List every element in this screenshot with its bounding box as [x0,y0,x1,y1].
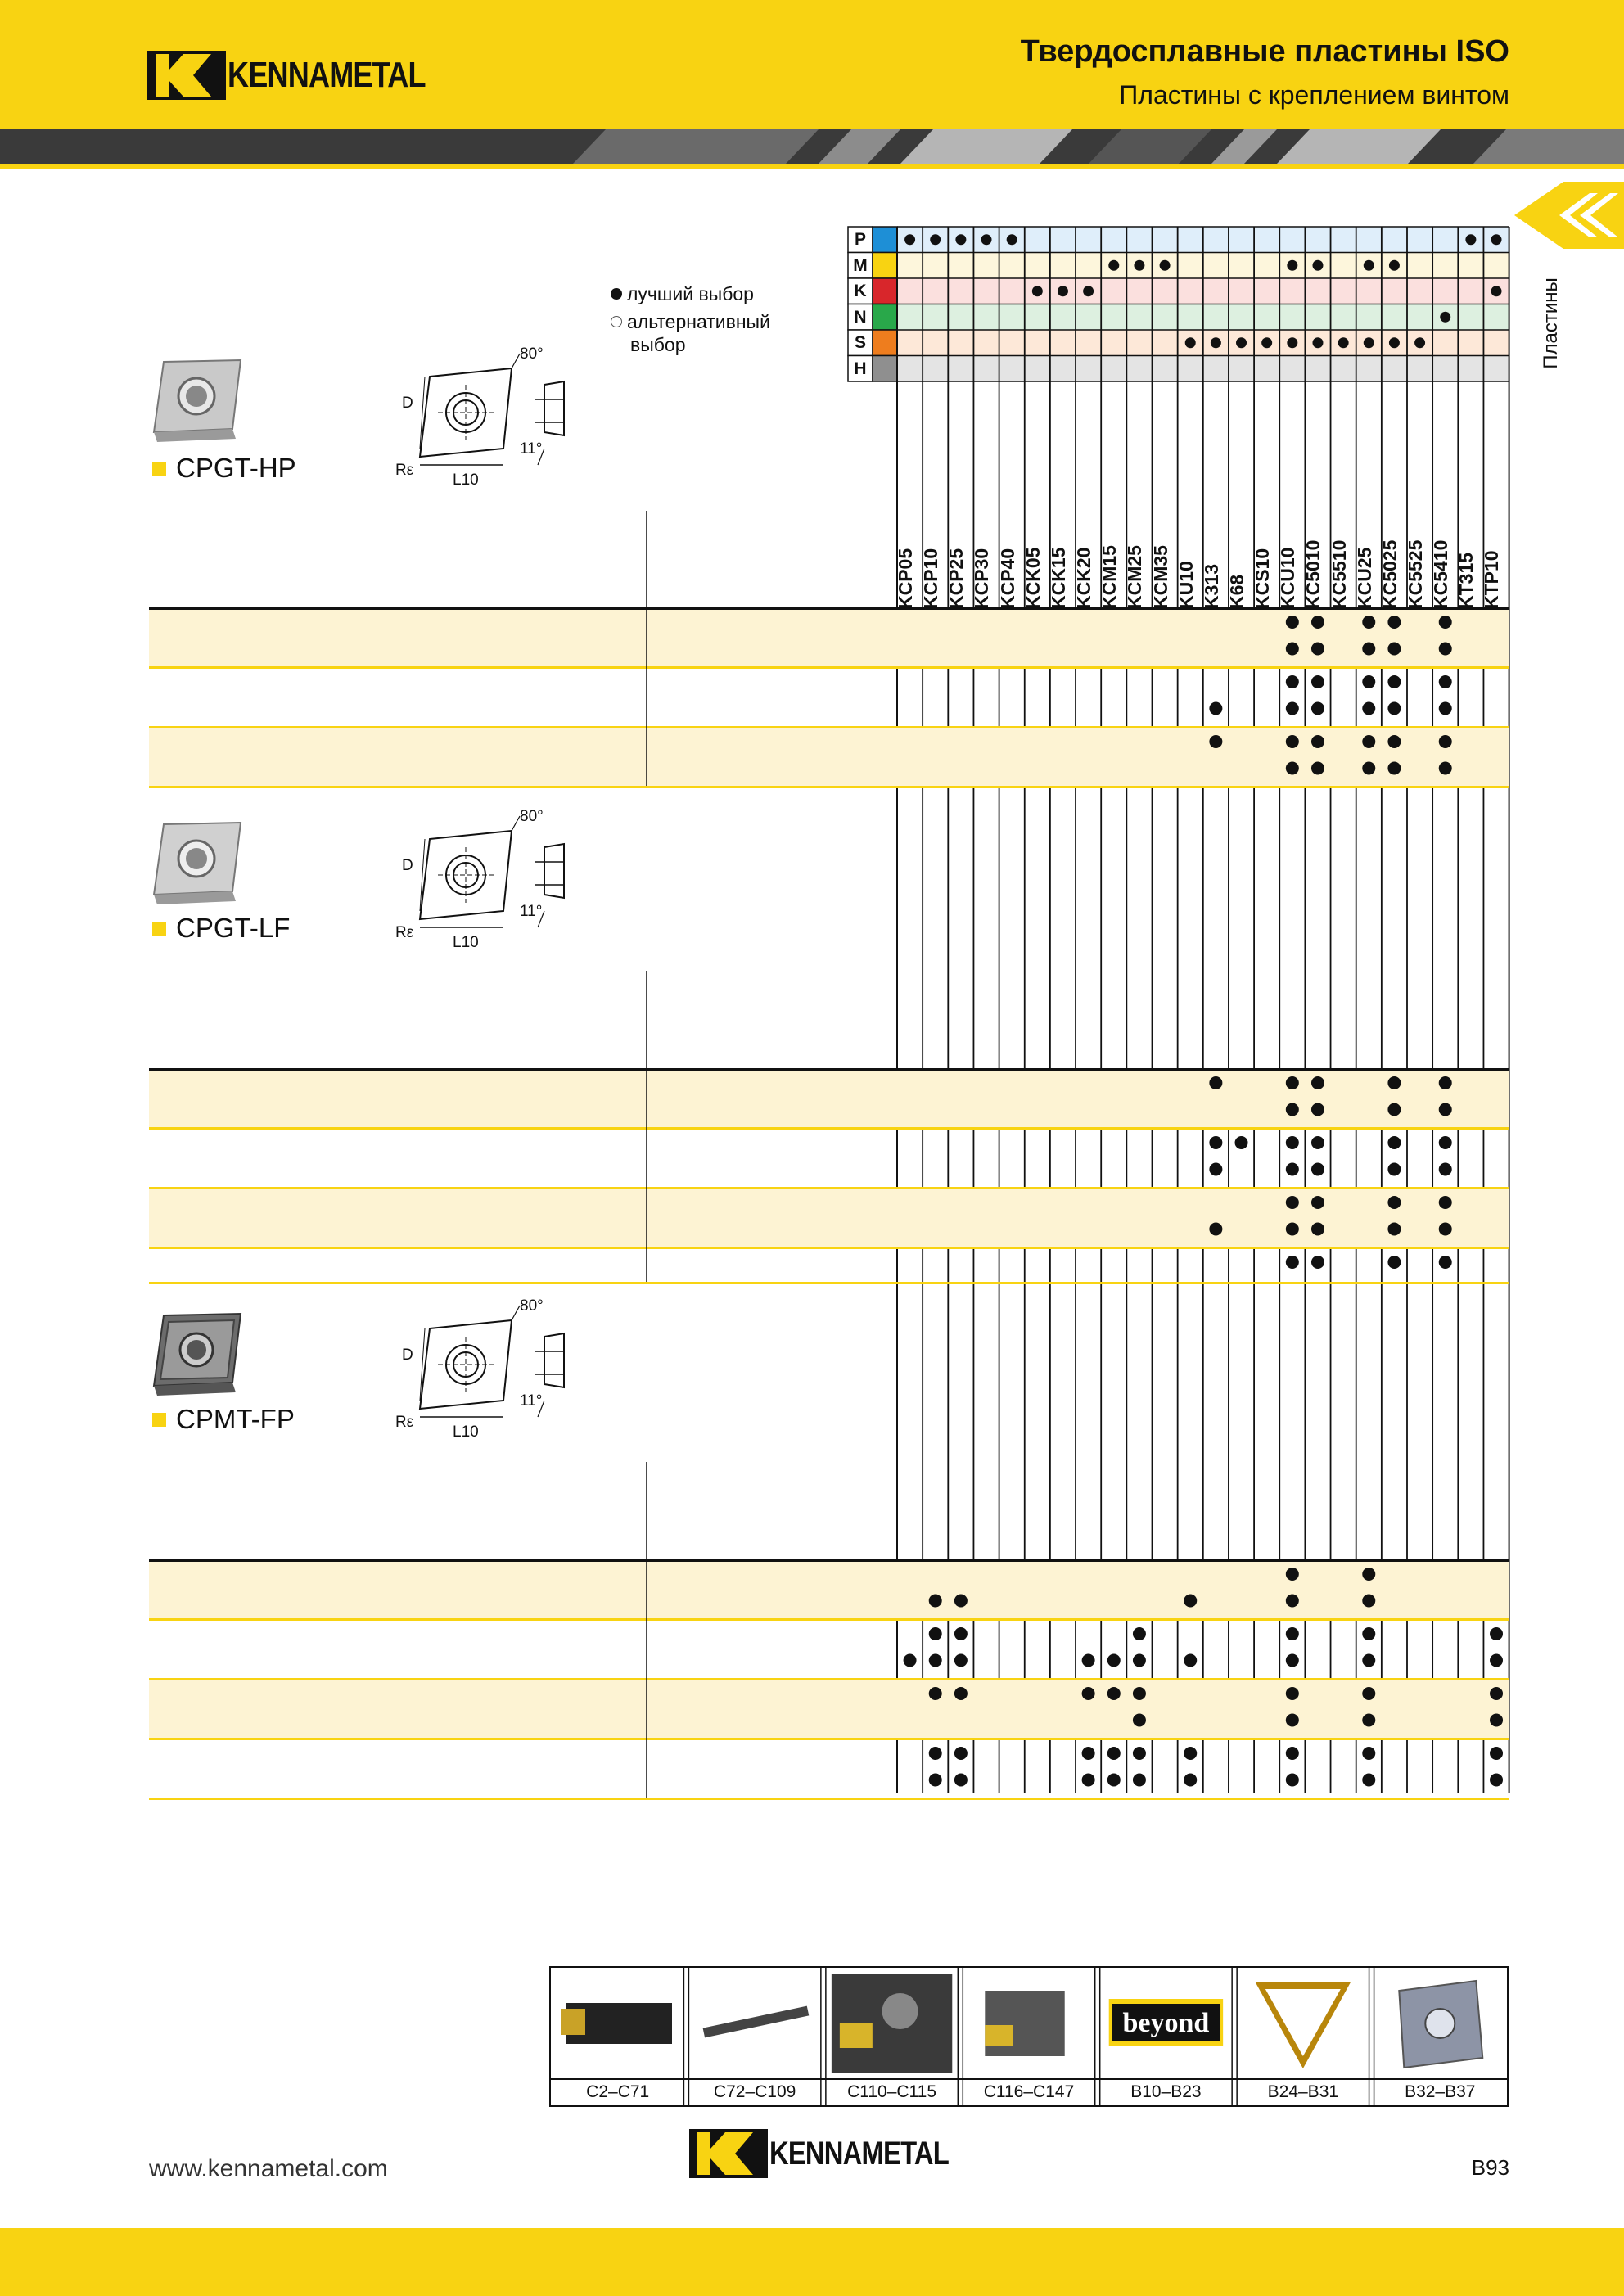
best-choice-dot-ku10 [1184,1654,1197,1667]
angle-11-label: 11° [520,440,543,458]
best-choice-dot-kcu25 [1362,1568,1375,1581]
grade-header-kcp30 [971,548,998,609]
best-choice-dot-ktp10 [1490,1627,1503,1640]
grade-label: KC5010 [1302,539,1324,609]
grade-header-kck05 [1022,547,1049,609]
best-choice-dot-kc5025 [1387,616,1401,629]
material-dot-M-KCM25 [1134,260,1144,271]
grade-label: KCU25 [1353,547,1375,609]
best-choice-dot-kcm25 [1133,1627,1146,1640]
legend-alt-label-1: альтернативный [627,311,770,332]
best-choice-dot-k313 [1209,1136,1222,1149]
group-name: CPGT-LF [176,913,291,943]
material-dot-M-KCU10 [1287,260,1297,271]
material-letter-M: M [853,255,868,275]
best-choice-dot-kcp25 [954,1654,968,1667]
material-dot-M-KC5010 [1312,260,1323,271]
grade-label: KC5525 [1405,539,1426,609]
best-choice-dot-kc5010 [1311,1196,1324,1209]
dim-d-label: D [402,1346,413,1364]
best-choice-dot-kcp25 [954,1627,968,1640]
best-choice-dot-kcu25 [1362,1595,1375,1608]
grade-header-kcp05 [895,548,922,609]
material-color-S [873,330,897,356]
row-band [149,728,1509,786]
material-dot-P-KCP30 [981,234,992,245]
best-choice-dot-kcu25 [1362,675,1375,688]
grade-header-kcp10 [920,548,947,609]
best-choice-dot-kc5010 [1311,1223,1324,1236]
best-choice-dot-kc5025 [1387,1196,1401,1209]
material-dot-S-KC5025 [1389,337,1400,348]
dim-d-label: D [402,857,413,874]
material-dot-M-KCM15 [1108,260,1119,271]
grade-header-kc5510 [1328,539,1356,609]
material-dot-P-KCP10 [930,234,941,245]
bottom-nav-label[interactable]: B10–B23 [1130,2082,1202,2101]
best-choice-dot-kcu25 [1362,1687,1375,1700]
cartridge-icon[interactable] [832,1974,952,2073]
best-choice-dot-kcp10 [929,1595,942,1608]
dim-l10-label: L10 [453,934,479,951]
material-dot-P-KCP40 [1007,234,1017,245]
best-choice-dot-k313 [1209,1223,1222,1236]
material-dot-K-KTP10 [1491,286,1502,296]
grade-label: KCK20 [1073,547,1095,609]
bottom-navigation [549,1966,1509,2107]
best-choice-dot-k68 [1235,1136,1248,1149]
material-dot-P-KCP05 [904,234,915,245]
angle-80-label: 80° [520,345,544,363]
material-letter-N: N [854,307,867,327]
best-choice-dot-k313 [1209,1076,1222,1089]
grade-label: KC5025 [1378,539,1401,609]
best-choice-dot-kcp10 [929,1654,942,1667]
best-choice-dot-kck20 [1082,1747,1095,1760]
best-choice-dot-ktp10 [1490,1747,1503,1760]
dim-l10-label: L10 [453,471,479,489]
best-choice-dot-kcu10 [1286,1714,1299,1727]
best-choice-dot-kc5010 [1311,762,1324,775]
best-choice-dot-kc5410 [1439,702,1452,715]
material-letter-S: S [854,333,866,352]
best-choice-dot-kcp10 [929,1774,942,1787]
best-choice-dot-kcu10 [1286,1076,1299,1089]
best-choice-dot-kc5025 [1387,735,1401,748]
best-choice-dot-kcp10 [929,1687,942,1700]
best-choice-dot-kcu25 [1362,1654,1375,1667]
bottom-nav-label[interactable]: C2–C71 [586,2082,650,2101]
best-choice-dot-ku10 [1184,1747,1197,1760]
row-band-divider [149,1187,1509,1189]
bottom-nav-label[interactable]: B24–B31 [1267,2082,1339,2101]
material-letter-P: P [854,230,866,249]
toolholder-icon[interactable] [561,2003,672,2044]
best-choice-dot-kcu10 [1286,1654,1299,1667]
best-choice-dot-kcu10 [1286,1627,1299,1640]
best-choice-dot-kc5410 [1439,1136,1452,1149]
material-color-H [873,356,897,382]
row-band [149,1189,1509,1247]
grade-header-ktp10 [1481,550,1508,609]
best-choice-dot-kcu10 [1286,735,1299,748]
material-dot-P-KTP10 [1491,234,1502,245]
material-dot-M-KC5025 [1389,260,1400,271]
grade-header-kcu25 [1353,547,1381,609]
group-name: CPMT-FP [176,1404,295,1434]
best-choice-dot-kcu10 [1286,1103,1299,1116]
angle-11-label: 11° [520,1392,543,1410]
grade-label: KCP30 [971,548,993,609]
grade-label: KC5510 [1328,539,1350,609]
best-choice-dot-kcu10 [1286,702,1299,715]
best-choice-dot-kck20 [1082,1774,1095,1787]
best-choice-dot-kc5010 [1311,1163,1324,1176]
table-header-line [149,1068,1509,1071]
grade-label: KTP10 [1481,550,1503,609]
bottom-nav-label[interactable]: C116–C147 [983,2082,1075,2101]
best-choice-dot-kc5010 [1311,1103,1324,1116]
footer-logo [689,2129,988,2178]
best-choice-dot-kcu25 [1362,616,1375,629]
material-dot-S-KC5010 [1312,337,1323,348]
grade-label: KCP40 [996,548,1018,609]
best-choice-dot-kc5010 [1311,1256,1324,1269]
material-color-K [873,278,897,304]
side-section-text: Пластины [1540,277,1562,369]
best-choice-dot-kcp05 [904,1654,917,1667]
row-band-divider [149,1127,1509,1130]
best-choice-dot-kcu10 [1286,1595,1299,1608]
best-choice-dot-kc5025 [1387,702,1401,715]
best-choice-dot-kcu10 [1286,1256,1299,1269]
row-band-divider [149,726,1509,728]
best-choice-dot-kc5410 [1439,762,1452,775]
best-choice-dot-kcu25 [1362,1627,1375,1640]
grade-label: KCM35 [1149,545,1171,609]
material-dot-S-KCU10 [1287,337,1297,348]
grade-label: KCP25 [945,548,968,609]
grade-label: KCP10 [920,548,942,609]
grade-header-kc5410 [1430,539,1457,609]
best-choice-dot-kc5410 [1439,1223,1452,1236]
grade-label: K68 [1225,574,1247,609]
row-band-divider [149,1618,1509,1621]
best-choice-dot-ktp10 [1490,1687,1503,1700]
grade-header-kc5010 [1302,539,1329,609]
best-choice-dot-ktp10 [1490,1774,1503,1787]
best-choice-dot-kcm25 [1133,1687,1146,1700]
best-choice-dot-kc5025 [1387,1223,1401,1236]
grade-label: KCP05 [895,548,916,609]
best-choice-dot-kc5410 [1439,1076,1452,1089]
material-dot-S-KU10 [1185,337,1196,348]
grade-header-kcm15 [1098,545,1126,609]
legend-alt-label-2: выбор [630,334,686,355]
material-color-N [873,304,897,331]
best-choice-dot-ku10 [1184,1774,1197,1787]
best-choice-dot-kcp25 [954,1747,968,1760]
best-choice-dot-kc5410 [1439,675,1452,688]
dim-re-label: Rε [395,924,414,941]
grade-header-kcm25 [1124,545,1151,609]
table-header-line [149,1559,1509,1562]
best-choice-dot-kcp25 [954,1687,968,1700]
best-choice-dot-kcu10 [1286,1687,1299,1700]
best-choice-dot-kc5410 [1439,616,1452,629]
best-choice-dot-kcp25 [954,1595,968,1608]
best-choice-dot-kc5410 [1439,735,1452,748]
best-choice-dot-kcu10 [1286,1163,1299,1176]
grade-label: KT315 [1455,552,1477,609]
dim-d-label: D [402,395,413,412]
grade-header-k313 [1200,564,1228,609]
material-dot-P-KT315 [1465,234,1476,245]
best-choice-dot-kc5025 [1387,762,1401,775]
material-dot-S-KC5525 [1414,337,1425,348]
material-dot-P-KCP25 [955,234,966,245]
grade-label: KU10 [1175,561,1197,609]
group-name: CPGT-HP [176,453,296,483]
legend-best-label: лучший выбор [627,283,754,304]
best-choice-dot-kcu25 [1362,1714,1375,1727]
material-dot-S-K68 [1236,337,1247,348]
row-band [149,1561,1509,1618]
grade-header-kck15 [1047,547,1075,609]
best-choice-dot-kcp10 [929,1627,942,1640]
grade-label: KCU10 [1277,547,1299,609]
best-choice-dot-k313 [1209,702,1222,715]
best-choice-dot-kcu10 [1286,762,1299,775]
grade-header-k68 [1225,574,1253,609]
best-choice-dot-kcm15 [1107,1687,1121,1700]
best-choice-dot-kc5010 [1311,616,1324,629]
grade-header-kcs10 [1252,548,1279,609]
material-dot-M-KCM35 [1160,260,1171,271]
material-color-M [873,253,897,279]
best-choice-dot-kcm25 [1133,1654,1146,1667]
best-choice-dot-kc5410 [1439,1103,1452,1116]
best-choice-dot-kcu10 [1286,1196,1299,1209]
best-choice-dot-kc5025 [1387,1163,1401,1176]
best-choice-dot-kc5010 [1311,1136,1324,1149]
dim-re-label: Rε [395,462,414,479]
best-choice-dot-kcm25 [1133,1774,1146,1787]
footer-brand: KENNAMETAL [769,2135,949,2172]
angle-80-label: 80° [520,808,544,825]
row-band [149,609,1509,666]
best-choice-dot-ku10 [1184,1595,1197,1608]
row-band-divider [149,1282,1509,1284]
angle-80-label: 80° [520,1297,544,1315]
grade-header-kc5525 [1405,539,1432,609]
best-choice-dot-kcp10 [929,1747,942,1760]
bottom-nav-label[interactable]: C72–C109 [713,2082,796,2101]
material-letter-K: K [854,282,867,300]
footer-url[interactable]: www.kennametal.com [149,2155,388,2182]
best-choice-dot-kcu25 [1362,1747,1375,1760]
best-choice-dot-kcu10 [1286,1568,1299,1581]
best-choice-dot-kc5025 [1387,1256,1401,1269]
grade-label: K313 [1200,564,1222,609]
svg-text:beyond: beyond [1122,2008,1210,2038]
cartridge-small-icon[interactable] [985,1991,1064,2056]
best-choice-dot-kcu10 [1286,675,1299,688]
material-dot-S-KC5510 [1338,337,1349,348]
best-choice-dot-kc5010 [1311,735,1324,748]
grade-label: KCM25 [1124,545,1146,609]
page-subtitle: Пластины с креплением винтом [1119,80,1509,110]
best-choice-dot-kc5010 [1311,643,1324,656]
best-choice-dot-kc5025 [1387,643,1401,656]
best-choice-dot-kck20 [1082,1687,1095,1700]
material-dot-S-KCU25 [1364,337,1374,348]
material-color-P [873,227,897,253]
best-choice-dot-kcm25 [1133,1714,1146,1727]
best-choice-dot-ktp10 [1490,1714,1503,1727]
best-choice-dot-kcu10 [1286,1223,1299,1236]
best-choice-dot-kcu10 [1286,1747,1299,1760]
row-band-divider [149,786,1509,788]
grade-header-kcm35 [1149,545,1177,609]
grade-label: KCS10 [1252,548,1274,609]
grade-label: KCK15 [1047,547,1069,609]
material-letter-H: H [854,359,867,378]
material-dot-M-KCU25 [1364,260,1374,271]
best-choice-dot-kck20 [1082,1654,1095,1667]
best-choice-dot-kc5010 [1311,1076,1324,1089]
dim-l10-label: L10 [453,1423,479,1441]
bottom-yellow-bar [0,2228,1624,2296]
grade-header-ku10 [1175,561,1202,609]
best-choice-dot-k313 [1209,1163,1222,1176]
grade-header-kck20 [1073,547,1100,609]
row-band-divider [149,1678,1509,1680]
page-number: B93 [1471,2155,1509,2180]
best-choice-dot-kcm15 [1107,1774,1121,1787]
material-dot-N-KC5410 [1440,312,1450,323]
best-choice-dot-kc5025 [1387,1103,1401,1116]
best-choice-dot-kc5410 [1439,1163,1452,1176]
bottom-nav-label[interactable]: B32–B37 [1405,2082,1476,2101]
page-title: Твердосплавные пластины ISO [1020,34,1509,69]
best-choice-dot-kcu10 [1286,643,1299,656]
row-band-divider [149,1247,1509,1249]
best-choice-dot-kc5410 [1439,1256,1452,1269]
best-choice-dot-kcp25 [954,1774,968,1787]
material-dot-K-KCK20 [1083,286,1094,296]
kennametal-k-icon [689,2129,768,2178]
best-choice-dot-kcu10 [1286,1136,1299,1149]
grade-label: KCK05 [1022,547,1044,609]
best-choice-dot-kc5025 [1387,675,1401,688]
row-band-divider [149,1798,1509,1800]
best-choice-dot-kcm15 [1107,1747,1121,1760]
best-choice-dot-ktp10 [1490,1654,1503,1667]
best-choice-dot-kc5010 [1311,675,1324,688]
best-choice-dot-kcu25 [1362,1774,1375,1787]
grade-label: KC5410 [1430,539,1452,609]
best-choice-dot-kcm25 [1133,1747,1146,1760]
best-choice-dot-kcu25 [1362,702,1375,715]
grade-header-kcu10 [1277,547,1304,609]
material-dot-S-KCS10 [1261,337,1272,348]
best-choice-dot-kcu10 [1286,616,1299,629]
material-dot-K-KCK05 [1032,286,1043,296]
angle-11-label: 11° [520,903,543,920]
best-choice-dot-kcm15 [1107,1654,1121,1667]
row-band-divider [149,666,1509,669]
grade-header-kcp25 [945,548,972,609]
best-choice-dot-kcu25 [1362,735,1375,748]
best-choice-dot-kcu25 [1362,762,1375,775]
grade-header-kc5025 [1378,539,1406,609]
best-choice-dot-k313 [1209,735,1222,748]
row-band [149,1070,1509,1127]
row-band-divider [149,1738,1509,1740]
row-band [149,1680,1509,1738]
best-choice-dot-kc5025 [1387,1076,1401,1089]
material-dot-S-K313 [1211,337,1221,348]
grade-header-kcp40 [996,548,1024,609]
best-choice-dot-kc5410 [1439,643,1452,656]
best-choice-dot-kcu10 [1286,1774,1299,1787]
material-dot-K-KCK15 [1058,286,1068,296]
best-choice-dot-kc5025 [1387,1136,1401,1149]
grade-label: KCM15 [1098,545,1121,609]
grade-header-kt315 [1455,552,1482,609]
best-choice-dot-kc5010 [1311,702,1324,715]
best-choice-dot-kc5410 [1439,1196,1452,1209]
dim-re-label: Rε [395,1414,414,1431]
beyond-logo-icon[interactable] [1109,1999,1223,2046]
square-insert-icon[interactable] [1399,1981,1482,2068]
brand-name: KENNAMETAL [228,55,426,95]
bottom-nav-label[interactable]: C110–C115 [847,2082,937,2101]
best-choice-dot-kcu25 [1362,643,1375,656]
